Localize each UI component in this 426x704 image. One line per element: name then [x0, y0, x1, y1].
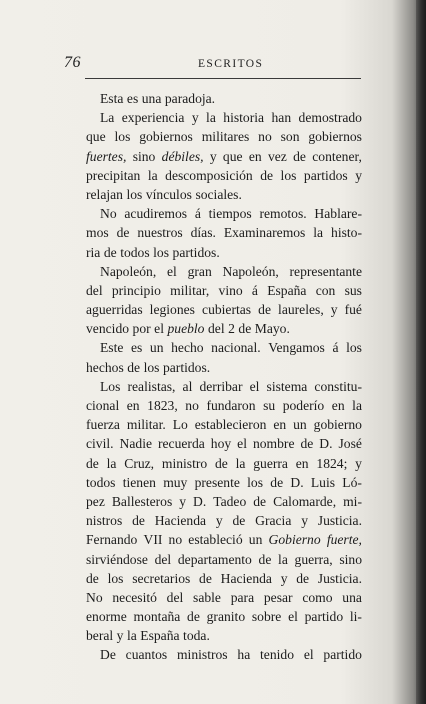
word: demostrado	[298, 110, 362, 126]
word: beral	[86, 628, 114, 644]
word: es	[131, 340, 143, 356]
word: España	[267, 282, 307, 298]
word: el	[249, 378, 260, 394]
word: no	[185, 398, 199, 413]
word: poderío	[282, 398, 325, 413]
text-line	[86, 127, 362, 146]
word: representante	[289, 263, 362, 279]
word: de	[103, 244, 117, 260]
word: días.	[190, 225, 216, 241]
word: los	[114, 129, 131, 145]
word: li-	[349, 609, 362, 625]
word: vino	[218, 282, 243, 298]
word: experiencia	[121, 110, 185, 126]
word: nuestros	[137, 225, 183, 241]
word: Tadeo	[213, 493, 247, 509]
word: Cruz,	[124, 455, 155, 471]
word: histo-	[331, 225, 362, 241]
text-line	[86, 415, 362, 434]
word: recuerda	[158, 436, 205, 452]
word: precipitan	[86, 167, 141, 183]
word: tenido	[260, 647, 295, 663]
word: España	[140, 628, 180, 644]
word: débiles,	[161, 148, 204, 164]
word: y	[191, 110, 199, 126]
word: cubiertas	[202, 302, 252, 318]
text-line	[86, 377, 362, 396]
word: la	[106, 455, 117, 471]
word: nacional.	[211, 340, 261, 356]
word: los	[143, 359, 160, 375]
text-line	[86, 223, 362, 242]
word: Los	[100, 378, 121, 394]
word: Mayo.	[254, 321, 290, 337]
word: de	[293, 148, 306, 164]
word: un	[149, 340, 164, 356]
word: al	[182, 378, 193, 394]
word: los	[247, 474, 264, 490]
word: hechos	[86, 359, 124, 375]
word: historia	[223, 110, 265, 126]
word: sirviéndose	[86, 551, 148, 567]
text-line	[86, 319, 362, 338]
word: Nadie	[119, 436, 153, 452]
word: Gracia	[255, 513, 292, 529]
header-rule	[85, 78, 361, 79]
word: Examinaremos	[223, 225, 306, 241]
page-number: 76	[64, 54, 81, 71]
word: de	[215, 455, 228, 471]
word: laureles,	[278, 302, 324, 318]
word: el	[303, 647, 314, 663]
word: los	[107, 570, 124, 586]
word: la	[126, 628, 137, 644]
word: 2	[228, 321, 235, 337]
word: á	[194, 206, 201, 222]
word: en	[248, 148, 262, 164]
word: Ballesteros	[111, 493, 173, 509]
word: en	[331, 398, 345, 413]
word: la	[147, 167, 158, 183]
word: del	[86, 282, 103, 298]
word: sus	[344, 282, 362, 298]
word: vencido	[86, 321, 130, 337]
word: fuerte,	[326, 532, 362, 548]
word: tiempos	[208, 206, 252, 222]
word: fuerza	[86, 417, 120, 433]
word: vez	[267, 148, 287, 164]
word: un	[248, 532, 263, 548]
word: los	[280, 167, 297, 183]
word: hecho	[171, 340, 204, 356]
word: civil.	[86, 436, 114, 452]
word: fué	[344, 302, 362, 318]
word: los	[126, 186, 143, 202]
word: militares	[201, 129, 250, 145]
word: Hablare-	[314, 206, 362, 222]
word: montaña	[133, 609, 181, 625]
word: ministro	[161, 455, 208, 471]
word: fundaron	[206, 398, 256, 413]
word: de	[86, 570, 99, 586]
text-line	[86, 626, 362, 645]
word: legiones	[149, 302, 195, 318]
word: á	[332, 340, 339, 356]
word: partidos	[303, 167, 348, 183]
word: todos	[120, 244, 150, 260]
word: han	[271, 110, 292, 126]
text-line	[86, 281, 362, 300]
word: militar.	[126, 417, 166, 433]
word: José	[338, 436, 362, 452]
word: es	[126, 91, 139, 106]
word: que	[86, 129, 106, 145]
text-line	[86, 396, 362, 415]
word: pueblo	[167, 321, 205, 337]
word: en	[273, 417, 287, 433]
word: D.	[319, 436, 333, 452]
text-line	[86, 645, 362, 664]
word: tienen	[122, 474, 156, 490]
word: y	[116, 628, 124, 644]
word: gobiernos	[308, 129, 362, 145]
word: la	[352, 398, 362, 413]
word: todos	[86, 474, 116, 490]
word: de	[258, 302, 271, 318]
word: De	[100, 647, 116, 663]
word: secretarios	[132, 570, 191, 586]
word: y	[179, 493, 187, 509]
word: sable	[193, 589, 221, 605]
word: acudiremos	[124, 206, 188, 222]
word: Ló-	[342, 474, 362, 490]
word: VII	[143, 532, 163, 548]
word: partido	[323, 647, 362, 663]
word: gran	[187, 263, 212, 279]
word: 1823,	[147, 398, 178, 413]
text-line	[86, 300, 362, 319]
word: Lo	[172, 417, 188, 433]
word: Hacienda	[154, 513, 207, 529]
text-line	[86, 588, 362, 607]
word: son	[280, 129, 300, 145]
word: principio	[111, 282, 161, 298]
word: de	[86, 455, 99, 471]
word: pesar	[263, 589, 293, 605]
running-head: ESCRITOS	[198, 58, 264, 70]
word: Gobierno	[268, 532, 321, 548]
word: partidos.	[162, 359, 211, 375]
word: de	[232, 513, 246, 529]
text-line	[86, 108, 362, 127]
word: cional	[86, 398, 120, 413]
word: Justicia.	[317, 513, 362, 529]
word: su	[263, 398, 276, 413]
word: por	[132, 321, 151, 337]
word: para	[230, 589, 255, 605]
word: la	[313, 225, 324, 241]
word: partido	[304, 609, 344, 625]
body-text	[86, 89, 362, 665]
word: muy	[163, 474, 188, 490]
word: guerra,	[294, 551, 333, 567]
word: La	[100, 110, 115, 126]
word: vínculos	[145, 186, 192, 202]
word: de	[270, 474, 284, 490]
word: militar,	[170, 282, 210, 298]
word: Hacienda	[220, 570, 272, 586]
text-line	[86, 262, 362, 281]
text-line	[86, 204, 362, 223]
word: nombre	[252, 436, 295, 452]
word: que	[222, 148, 243, 164]
word: Napoleón,	[100, 263, 157, 279]
word: ministros	[176, 647, 228, 663]
page-header	[64, 54, 364, 76]
word: una	[342, 589, 362, 605]
word: D.	[290, 474, 304, 490]
text-line	[86, 569, 362, 588]
word: paradoja.	[164, 91, 216, 106]
word: establecieron	[194, 417, 267, 433]
word: fuertes,	[86, 148, 127, 164]
word: toda.	[183, 628, 210, 644]
word: remotos.	[259, 206, 307, 222]
text-line	[86, 530, 362, 549]
text-line	[86, 511, 362, 530]
word: de	[260, 167, 274, 183]
word: sobre	[251, 609, 282, 625]
word: no	[258, 129, 272, 145]
word: Napoleón,	[222, 263, 279, 279]
text-line	[86, 147, 362, 166]
word: la	[206, 110, 216, 126]
word: como	[302, 589, 333, 605]
word: del	[166, 589, 184, 605]
text-line	[86, 338, 362, 357]
word: el	[154, 321, 164, 337]
word: departamento	[177, 551, 252, 567]
word: de	[238, 321, 252, 337]
word: y	[301, 513, 308, 529]
word: mos	[86, 225, 109, 241]
word: granito	[206, 609, 246, 625]
text-line	[86, 454, 362, 473]
word: en	[295, 455, 309, 471]
word: D.	[193, 493, 207, 509]
word: y	[215, 513, 223, 529]
word: cuantos	[125, 647, 168, 663]
word: el	[237, 436, 247, 452]
word: y	[355, 455, 362, 471]
word: del	[207, 321, 225, 337]
word: de	[199, 570, 212, 586]
word: realistas,	[127, 378, 176, 394]
text-line	[86, 492, 362, 511]
word: ha	[237, 647, 251, 663]
word: el	[288, 609, 298, 625]
text-line	[86, 89, 362, 108]
word: presente	[194, 474, 240, 490]
word: 1824;	[316, 455, 348, 471]
word: de	[187, 609, 200, 625]
word: la	[278, 551, 288, 567]
word: necesitó	[112, 589, 157, 605]
word: sino	[132, 148, 156, 164]
word: y	[330, 302, 338, 318]
word: guerra	[253, 455, 288, 471]
word: del	[154, 551, 172, 567]
word: mi-	[343, 493, 362, 509]
word: de	[296, 570, 310, 586]
word: de	[300, 436, 314, 452]
word: de	[258, 551, 272, 567]
text-line	[86, 607, 362, 626]
word: sociales.	[195, 186, 242, 202]
word: Vengamos	[268, 340, 325, 356]
word: en	[126, 398, 140, 413]
word: Este	[100, 340, 124, 356]
word: estableció	[188, 532, 243, 548]
text-line	[86, 185, 362, 204]
word: relajan	[86, 186, 123, 202]
word: No	[100, 206, 117, 222]
word: un	[293, 417, 307, 433]
word: de	[253, 493, 267, 509]
word: gobiernos	[139, 129, 193, 145]
word: derribar	[199, 378, 243, 394]
word: con	[315, 282, 336, 298]
word: sistema	[266, 378, 308, 394]
word: partidos.	[172, 244, 220, 260]
word: ria	[86, 244, 101, 260]
word: aguerridas	[86, 302, 143, 318]
word: Calomarde,	[273, 493, 337, 509]
text-line	[86, 243, 362, 262]
word: de	[132, 513, 145, 529]
text-line	[86, 434, 362, 453]
word: y	[355, 167, 362, 183]
word: No	[86, 589, 103, 605]
word: Luis	[310, 474, 336, 490]
word: no	[168, 532, 183, 548]
word: Esta	[100, 91, 124, 106]
page-edge-shadow	[416, 0, 426, 704]
word: Justicia.	[317, 570, 362, 586]
word: y	[280, 570, 288, 586]
word: pez	[86, 493, 105, 509]
word: y	[209, 148, 217, 164]
word: los	[153, 244, 170, 260]
word: enorme	[86, 609, 127, 625]
word: constitu-	[314, 378, 362, 394]
word: Fernando	[86, 532, 138, 548]
word: la	[235, 455, 246, 471]
word: los	[346, 340, 362, 356]
text-line	[86, 550, 362, 569]
word: sino	[339, 551, 362, 567]
word: gobierno	[313, 417, 362, 433]
word: contener,	[312, 148, 362, 164]
word: una	[141, 91, 162, 106]
word: de	[127, 359, 141, 375]
word: de	[116, 225, 130, 241]
text-line	[86, 473, 362, 492]
word: á	[251, 282, 258, 298]
word: el	[167, 263, 177, 279]
word: nistros	[86, 513, 123, 529]
text-line	[86, 358, 362, 377]
text-line	[86, 166, 362, 185]
word: hoy	[210, 436, 232, 452]
word: descomposición	[165, 167, 253, 183]
